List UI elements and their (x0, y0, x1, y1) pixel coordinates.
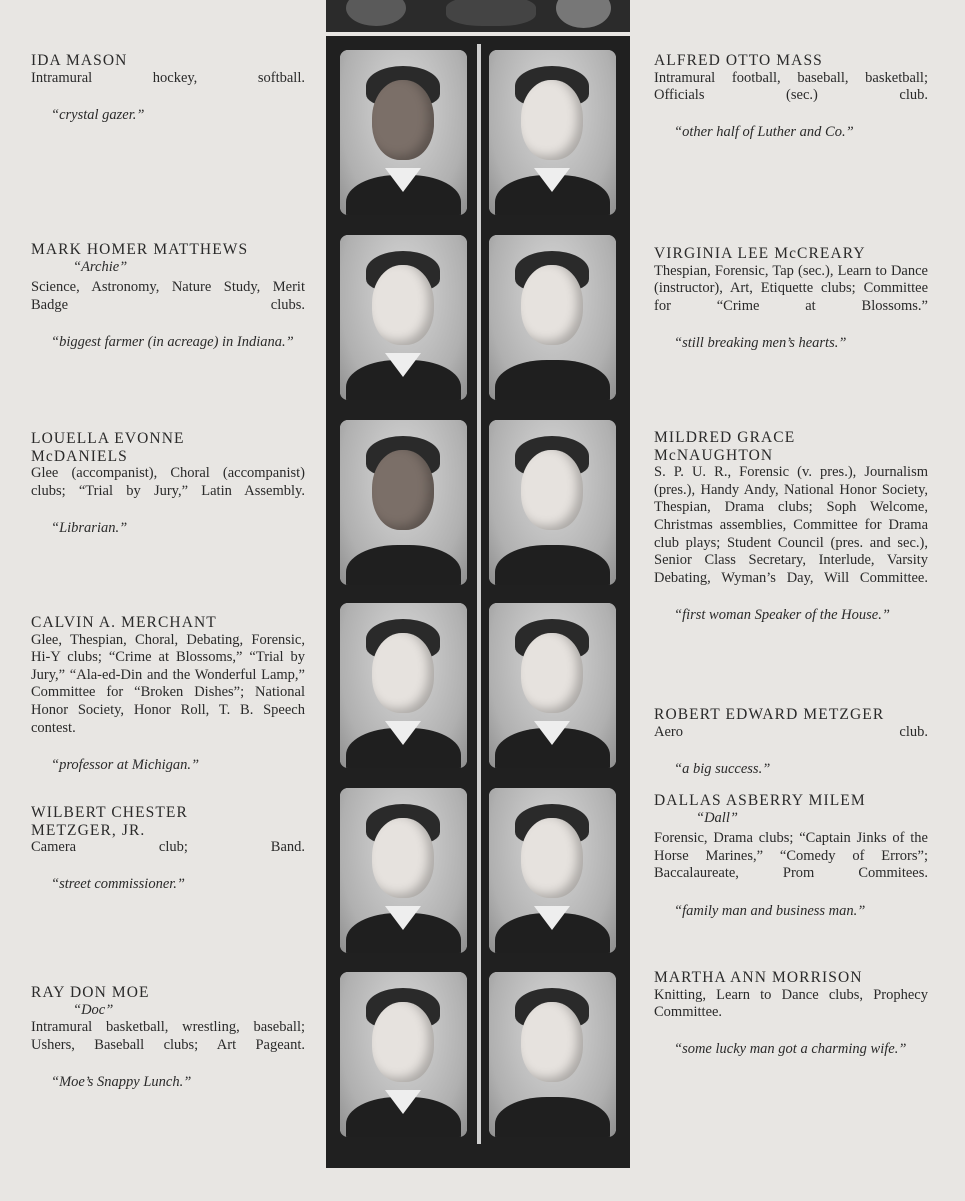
student-quote: “other half of Luther and Co.” (674, 124, 854, 141)
student-name: IDA MASON (31, 52, 128, 69)
portrait-photo (489, 420, 616, 585)
student-nickname: “Doc” (73, 1001, 114, 1018)
student-activities: S. P. U. R., Forensic (v. pres.), Journalism (pres.), Handy Andy, National Honor Society, Thespian, Drama clubs; Soph Welcome, Christmas assemblies, Committee for Drama club plays; Student Council (pres. and sec.), Senior Class Secretary, Interlude, Varsity Debating, Wyman’s Day, Will Committee. (654, 464, 928, 586)
student-quote: “professor at Michigan.” (51, 756, 200, 773)
student-activities: Intramural basketball, wrestling, baseball; Ushers, Baseball clubs; Art Pageant. (31, 1019, 305, 1053)
portrait-photo (340, 420, 467, 585)
portrait-photo (340, 50, 467, 215)
student-activities: Camera club; Band. (31, 839, 305, 856)
portrait-photo (340, 603, 467, 768)
student-activities: Intramural hockey, softball. (31, 69, 305, 86)
student-quote: “street commissioner.” (51, 876, 185, 893)
student-name-line-2: METZGER, JR. (31, 821, 146, 839)
student-name-line-1: MILDRED GRACE (654, 429, 796, 446)
student-name: MARK HOMER MATTHEWS (31, 241, 249, 258)
student-quote: “crystal gazer.” (51, 106, 145, 123)
portrait-photo (340, 788, 467, 953)
student-quote: “Librarian.” (51, 519, 128, 536)
student-activities: Knitting, Learn to Dance clubs, Prophecy Committee. (654, 986, 928, 1021)
entry-alfred-mass (654, 52, 928, 142)
student-quote: “family man and business man.” (674, 902, 866, 919)
student-nickname: “Dall” (696, 809, 738, 826)
student-quote: “first woman Speaker of the House.” (674, 606, 890, 623)
student-activities: Glee (accompanist), Choral (accompanist) clubs; “Trial by Jury,” Latin Assembly. (31, 465, 305, 499)
student-activities: Science, Astronomy, Nature Study, Merit Badge clubs. (31, 279, 305, 313)
entry-dallas-milem (654, 792, 928, 920)
student-name: ALFRED OTTO MASS (654, 52, 823, 69)
entry-martha-morrison (654, 969, 928, 1059)
student-activities: Glee, Thespian, Choral, Debating, Forensic, Hi-Y clubs; “Crime at Blossoms,” “Trial by Jury,” “Ala-ed-Din and the Wonderful Lamp,” Committee for “Broken Dishes”; National Honor Society, Honor Roll, T. B. Speech contest. (31, 631, 305, 736)
entry-mildred-mcnaughton (654, 429, 928, 625)
portrait-photo (340, 235, 467, 400)
portrait-photo (489, 603, 616, 768)
entry-mark-homer-matthews (31, 241, 305, 352)
entry-wilbert-metzger (31, 804, 305, 894)
entry-calvin-merchant (31, 614, 305, 774)
student-name-line-2: McDANIELS (31, 447, 128, 465)
entry-ida-mason (31, 52, 305, 124)
student-name: MARTHA ANN MORRISON (654, 969, 863, 986)
student-nickname: “Archie” (73, 258, 128, 275)
student-name-line-1: LOUELLA EVONNE (31, 430, 185, 447)
entry-ray-don-moe (31, 984, 305, 1092)
student-quote: “a big success.” (674, 760, 771, 777)
photo-strip-divider (477, 44, 481, 1144)
student-name-line-1: WILBERT CHESTER (31, 804, 188, 821)
student-name: DALLAS ASBERRY MILEM (654, 792, 866, 809)
portrait-photo (489, 235, 616, 400)
student-quote: “some lucky man got a charming wife.” (674, 1041, 907, 1058)
student-activities: Thespian, Forensic, Tap (sec.), Learn to Dance (instructor), Art, Etiquette clubs; Committee for “Crime at Blossoms.” (654, 262, 928, 314)
entry-virginia-mccreary (654, 245, 928, 353)
student-name: ROBERT EDWARD METZGER (654, 706, 885, 723)
student-name-line-2: McNAUGHTON (654, 446, 774, 464)
portrait-photo (340, 972, 467, 1137)
student-quote: “Moe’s Snappy Lunch.” (51, 1073, 192, 1090)
portrait-photo (489, 788, 616, 953)
student-activities: Forensic, Drama clubs; “Captain Jinks of the Horse Marines,” “Comedy of Errors”; Baccalaureate, Prom Commitees. (654, 830, 928, 882)
student-activities: Intramural football, baseball, basketball; Officials (sec.) club. (654, 69, 928, 104)
student-name: VIRGINIA LEE McCREARY (654, 245, 866, 262)
entry-louella-mcdaniels (31, 430, 305, 538)
portrait-photo (489, 972, 616, 1137)
entry-robert-metzger (654, 706, 928, 778)
student-activities: Aero club. (654, 723, 928, 740)
decorative-header-artwork (326, 0, 630, 32)
student-quote: “biggest farmer (in acreage) in Indiana.” (51, 333, 294, 350)
student-name: RAY DON MOE (31, 984, 150, 1001)
portrait-photo (489, 50, 616, 215)
student-name: CALVIN A. MERCHANT (31, 614, 217, 631)
student-quote: “still breaking men’s hearts.” (674, 334, 847, 351)
